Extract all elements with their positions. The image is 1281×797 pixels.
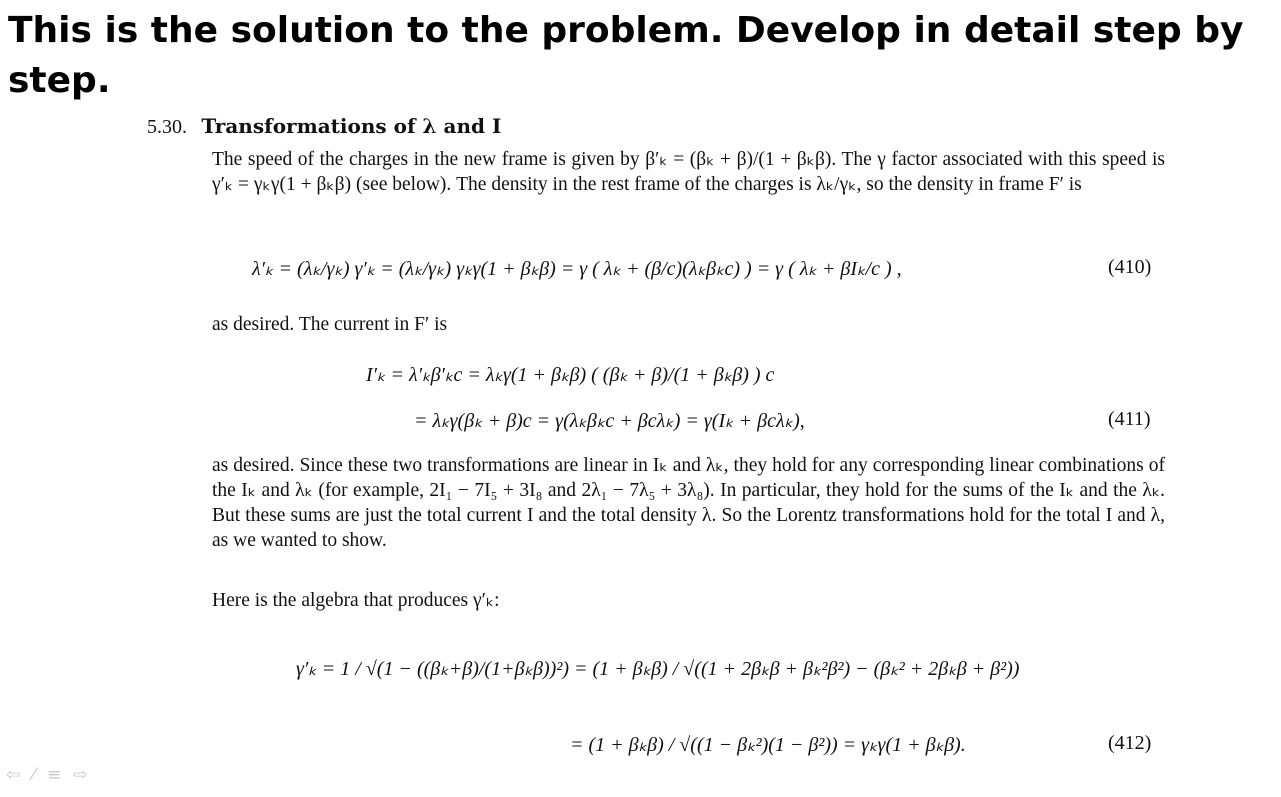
equation-411-line-1: I′ₖ = λ′ₖβ′ₖc = λₖγ(1 + βₖβ) ( (βₖ + β)/(1 + βₖβ) ) c <box>366 364 775 386</box>
section-number: 5.30. <box>147 116 187 138</box>
equation-412-line-2: = (1 + βₖβ) / √((1 − βₖ²)(1 − β²)) = γₖγ(1 + βₖβ). <box>570 734 966 756</box>
equation-number-410: (410) <box>1108 256 1152 278</box>
equation-412-line-1: γ′ₖ = 1 / √(1 − ((βₖ+β)/(1+βₖβ))²) = (1 + βₖβ) / √((1 + 2βₖβ + βₖ²β²) − (βₖ² + 2βₖβ + β²)) <box>296 658 1020 680</box>
back-arrow-icon[interactable]: ⇦ <box>6 765 21 785</box>
forward-arrow-icon[interactable]: ⇨ <box>73 765 88 785</box>
pen-icon[interactable]: ⁄ <box>32 765 36 785</box>
section-heading <box>147 114 501 139</box>
equation-410: λ′ₖ = (λₖ/γₖ) γ′ₖ = (λₖ/γₖ) γₖγ(1 + βₖβ) = γ ( λₖ + (β/c)(λₖβₖc) ) = γ ( λₖ + βIₖ/c ) , <box>252 258 902 280</box>
equation-411-line-2: = λₖγ(βₖ + β)c = γ(λₖβₖc + βcλₖ) = γ(Iₖ + βcλₖ), <box>414 410 805 432</box>
menu-icon[interactable]: ≡ <box>47 765 62 785</box>
paragraph-linearity: as desired. Since these two transformations are linear in Iₖ and λₖ, they hold for any corresponding linear combinations of the Iₖ and λₖ (for example, 2I₁ − 7I₅ + 3I₈ and 2λ₁ − 7λ₅ + 3λ₈). In particular, they hold for the sums of the Iₖ and the λₖ. But these sums are just the total current I and the total density λ. So the Lorentz transformations hold for the total I and λ, as we wanted to show. <box>212 455 1165 551</box>
paragraph-algebra-intro: Here is the algebra that produces γ′ₖ: <box>212 590 500 611</box>
equation-number-412: (412) <box>1108 732 1152 754</box>
paragraph-current: as desired. The current in F′ is <box>212 314 448 335</box>
equation-number-411: (411) <box>1108 408 1151 430</box>
paragraph-speed-density: The speed of the charges in the new frame is given by β′ₖ = (βₖ + β)/(1 + βₖβ). The γ factor associated with this speed is γ′ₖ = γₖγ(1 + βₖβ) (see below). The density in the rest frame of the charges is λₖ/γₖ, so the density in frame F′ is <box>212 149 1165 195</box>
section-title: Transformations of λ and I <box>201 114 502 138</box>
slide-navigation <box>6 765 88 785</box>
instruction-heading: This is the solution to the problem. Develop in detail step by step. <box>8 10 1244 101</box>
